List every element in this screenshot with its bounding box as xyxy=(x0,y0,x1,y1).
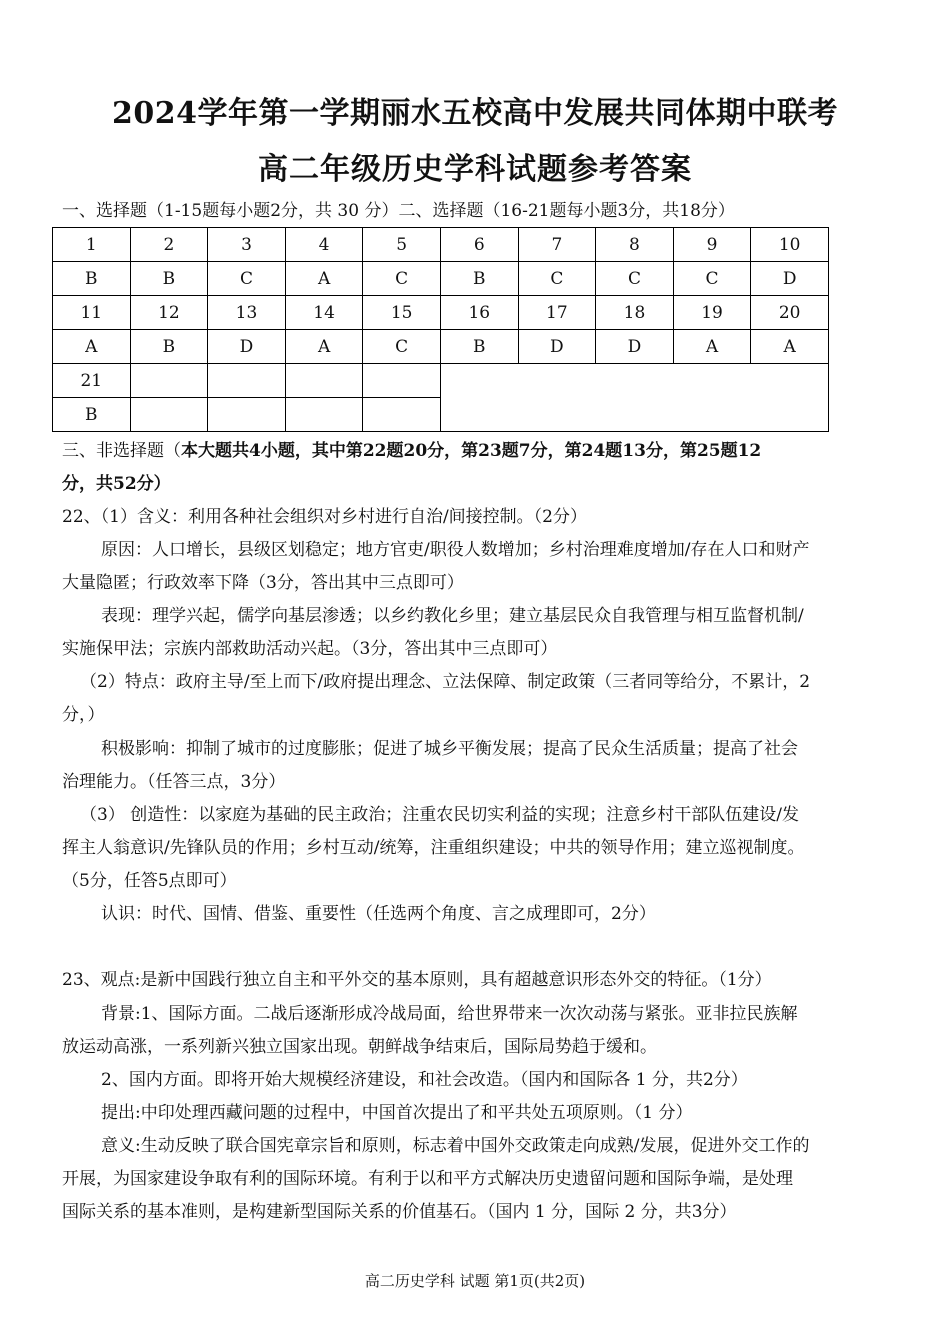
answer-table xyxy=(52,227,829,432)
table-cell: B xyxy=(130,330,208,364)
table-cell: C xyxy=(596,262,674,296)
q23-significance: 意义:生动反映了联合国宪章宗旨和原则，标志着中国外交政策走向成熟/发展，促进外交工作的 xyxy=(101,1136,810,1156)
table-row xyxy=(53,364,829,398)
q23-viewpoint: 23、观点:是新中国践行独立自主和平外交的基本原则，具有超越意识形态外交的特征。（1分） xyxy=(62,970,772,990)
table-cell: B xyxy=(440,330,518,364)
q23-significance-cont: 开展，为国家建设争取有利的国际环境。有利于以和平方式解决历史遗留问题和国际争端，是处理 xyxy=(62,1169,793,1189)
table-cell xyxy=(363,398,441,432)
table-row xyxy=(53,330,829,364)
table-cell: 1 xyxy=(53,228,131,262)
table-cell: D xyxy=(518,330,596,364)
table-empty-block xyxy=(440,364,828,432)
table-cell: 15 xyxy=(363,296,441,330)
table-cell: 10 xyxy=(751,228,829,262)
table-cell: B xyxy=(53,398,131,432)
table-cell: 14 xyxy=(285,296,363,330)
table-cell xyxy=(285,398,363,432)
table-cell xyxy=(130,398,208,432)
section3-heading xyxy=(62,439,892,463)
title-line-1: 2024学年第一学期丽水五校高中发展共同体期中联考 xyxy=(112,96,838,131)
table-cell: A xyxy=(751,330,829,364)
table-cell: 4 xyxy=(285,228,363,262)
table-cell: B xyxy=(53,262,131,296)
table-cell: B xyxy=(130,262,208,296)
table-cell: A xyxy=(285,262,363,296)
title-line-2: 高二年级历史学科试题参考答案 xyxy=(258,152,692,187)
q22-understanding: 认识：时代、国情、借鉴、重要性（任选两个角度、言之成理即可，2分） xyxy=(101,904,656,924)
section1-heading: 一、选择题（1-15题每小题2分，共 30 分）二、选择题（16-21题每小题3分，共18分） xyxy=(62,201,735,221)
q22-positive-impact-cont: 治理能力。（任答三点，3分） xyxy=(62,772,286,792)
q23-background-cont: 放运动高涨，一系列新兴独立国家出现。朝鲜战争结束后，国际局势趋于缓和。 xyxy=(62,1037,657,1057)
q22-reasons: 原因：人口增长，县级区划稳定；地方官吏/职役人数增加；乡村治理难度增加/存在人口和财产 xyxy=(101,540,810,560)
q23-background: 背景:1、国际方面。二战后逐渐形成冷战局面，给世界带来一次次动荡与紧张。亚非拉民族解 xyxy=(101,1004,798,1024)
q22-manifestations: 表现：理学兴起，儒学向基层渗透；以乡约教化乡里；建立基层民众自我管理与相互监督机制/ xyxy=(101,606,804,626)
q22-part3-creativity: （3） 创造性：以家庭为基础的民主政治；注重农民切实利益的实现；注意乡村干部队伍建设/发 xyxy=(80,805,799,825)
table-cell: 13 xyxy=(208,296,286,330)
table-cell xyxy=(285,364,363,398)
table-cell: A xyxy=(53,330,131,364)
table-cell: 8 xyxy=(596,228,674,262)
section3-heading-prefix: 三、非选择题（ xyxy=(62,441,181,461)
table-cell: D xyxy=(596,330,674,364)
table-cell: 11 xyxy=(53,296,131,330)
table-cell xyxy=(208,398,286,432)
table-cell: 3 xyxy=(208,228,286,262)
section3-heading-bold: 本大题共4小题，其中第22题20分，第23题7分，第24题13分，第25题12 xyxy=(181,441,762,461)
table-cell xyxy=(363,364,441,398)
q23-proposal: 提出:中印处理西藏问题的过程中，中国首次提出了和平共处五项原则。（1 分） xyxy=(101,1103,693,1123)
table-cell: 19 xyxy=(673,296,751,330)
table-cell: 7 xyxy=(518,228,596,262)
table-row xyxy=(53,262,829,296)
table-cell: 16 xyxy=(440,296,518,330)
table-cell: C xyxy=(363,330,441,364)
table-row xyxy=(53,228,829,262)
table-cell: 21 xyxy=(53,364,131,398)
section3-heading-bold-2: 分，共52分） xyxy=(62,474,171,494)
table-cell: 2 xyxy=(130,228,208,262)
table-cell: C xyxy=(208,262,286,296)
page-footer: 高二历史学科 试题 第1页(共2页) xyxy=(364,1272,586,1290)
q22-positive-impact: 积极影响：抑制了城市的过度膨胀；促进了城乡平衡发展；提高了民众生活质量；提高了社会 xyxy=(101,739,798,759)
table-cell xyxy=(208,364,286,398)
table-cell: B xyxy=(440,262,518,296)
section3-heading-cont xyxy=(62,472,892,496)
table-cell: 9 xyxy=(673,228,751,262)
table-cell: C xyxy=(518,262,596,296)
q22-part3-creativity-cont: 挥主人翁意识/先锋队员的作用；乡村互动/统筹，注重组织建设；中共的领导作用；建立巡视制度。 xyxy=(62,838,805,858)
table-cell: A xyxy=(673,330,751,364)
q22-part1-meaning: 22、（1）含义：利用各种社会组织对乡村进行自治/间接控制。（2分） xyxy=(62,507,587,527)
table-cell: 12 xyxy=(130,296,208,330)
table-cell: C xyxy=(363,262,441,296)
q22-manifestations-cont: 实施保甲法；宗族内部救助活动兴起。（3分，答出其中三点即可） xyxy=(62,639,558,659)
table-cell: 18 xyxy=(596,296,674,330)
q23-significance-cont-2: 国际关系的基本准则，是构建新型国际关系的价值基石。（国内 1 分，国际 2 分，共3分） xyxy=(62,1202,737,1222)
q22-part3-creativity-score: （5分，任答5点即可） xyxy=(62,871,237,891)
q23-domestic: 2、国内方面。即将开始大规模经济建设，和社会改造。（国内和国际各 1 分，共2分） xyxy=(101,1070,748,1090)
q22-part2-features: （2）特点：政府主导/至上而下/政府提出理念、立法保障、制定政策（三者同等给分，不累计，2 xyxy=(80,672,811,692)
table-cell xyxy=(130,364,208,398)
table-cell: A xyxy=(285,330,363,364)
table-row xyxy=(53,296,829,330)
table-cell: 6 xyxy=(440,228,518,262)
table-cell: C xyxy=(673,262,751,296)
table-cell: 20 xyxy=(751,296,829,330)
table-cell: D xyxy=(208,330,286,364)
table-cell: 17 xyxy=(518,296,596,330)
q22-part2-features-cont: 分，） xyxy=(62,705,105,725)
table-cell: 5 xyxy=(363,228,441,262)
q22-reasons-cont: 大量隐匿；行政效率下降（3分，答出其中三点即可） xyxy=(62,573,464,593)
table-cell: D xyxy=(751,262,829,296)
